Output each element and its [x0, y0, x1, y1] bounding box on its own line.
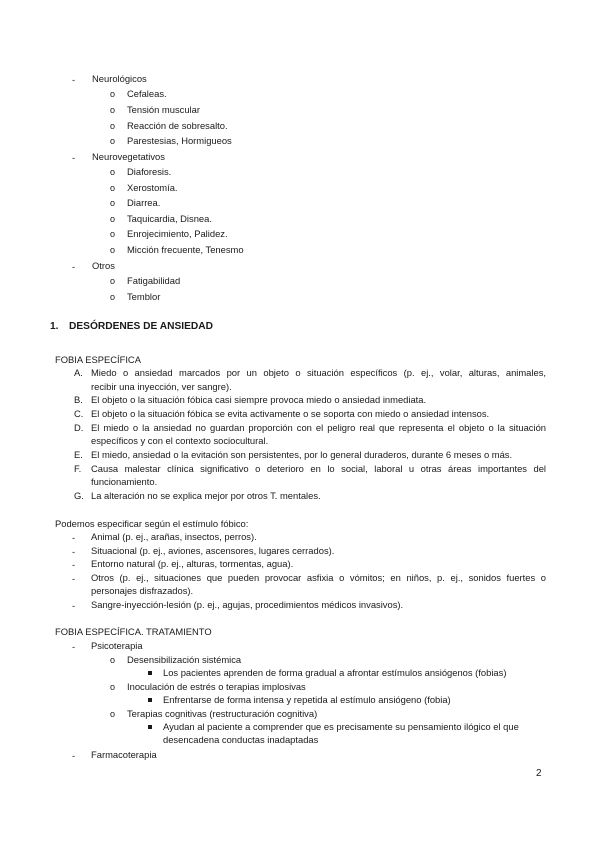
- symptom-group-neuro: Neurológicos: [92, 73, 147, 84]
- page-number: 2: [536, 768, 542, 779]
- circle-bullet: o: [110, 89, 116, 99]
- therapy-detail: Enfrentarse de forma intensa y repetida al estímulo ansiógeno (fobia): [163, 694, 451, 705]
- symptom-item: Diaforesis.: [127, 166, 172, 177]
- criterion-text: funcionamiento.: [91, 476, 158, 487]
- therapy-name: Desensibilización sistémica: [127, 654, 242, 665]
- symptom-item: Enrojecimiento, Palidez.: [127, 228, 228, 239]
- criterion-text: Causa malestar clínica significativo o deterioro en lo social, laboral u otras áreas importantes del: [91, 463, 546, 474]
- symptom-group-neuroveg: Neurovegetativos: [92, 151, 165, 162]
- dash-bullet: -: [72, 559, 76, 570]
- tratamiento-title: FOBIA ESPECÍFICA. TRATAMIENTO: [55, 626, 212, 637]
- symptom-item: Parestesias, Hormigueos: [127, 135, 232, 146]
- criterion-letter: D.: [74, 422, 84, 433]
- dash-bullet: -: [72, 546, 76, 557]
- criterion-letter: G.: [74, 490, 84, 501]
- circle-bullet: o: [110, 214, 116, 224]
- therapy-detail: Los pacientes aprenden de forma gradual a afrontar estímulos ansiógenos (fobias): [163, 667, 507, 678]
- circle-bullet: o: [110, 167, 116, 177]
- circle-bullet: o: [110, 682, 116, 692]
- symptom-item: Diarrea.: [127, 197, 161, 208]
- section-title: DESÓRDENES DE ANSIEDAD: [69, 321, 213, 332]
- stimulus-type: Situacional (p. ej., aviones, ascensores, lugares cerrados).: [91, 545, 335, 556]
- circle-bullet: o: [110, 136, 116, 146]
- circle-bullet: o: [110, 198, 116, 208]
- criterion-text: El objeto o la situación fóbica casi siempre provoca miedo o ansiedad inmediata.: [91, 394, 427, 405]
- farmacoterapia-label: Farmacoterapia: [91, 749, 157, 760]
- symptom-item: Temblor: [127, 291, 161, 302]
- criterion-letter: C.: [74, 408, 84, 419]
- psicoterapia-label: Psicoterapia: [91, 640, 143, 651]
- circle-bullet: o: [110, 121, 116, 131]
- therapy-detail: Ayudan al paciente a comprender que es precisamente su pensamiento ilógico el que: [163, 721, 519, 732]
- criterion-letter: A.: [74, 367, 83, 378]
- criterion-letter: E.: [74, 449, 83, 460]
- stimulus-type: personajes disfrazados).: [91, 585, 194, 596]
- circle-bullet: o: [110, 655, 116, 665]
- criterion-text: La alteración no se explica mejor por otros T. mentales.: [91, 490, 321, 501]
- circle-bullet: o: [110, 709, 116, 719]
- circle-bullet: o: [110, 229, 116, 239]
- square-bullet: [148, 698, 152, 702]
- criterion-text: El objeto o la situación fóbica se evita activamente o se soporta con miedo o ansiedad intensos.: [91, 408, 490, 419]
- therapy-detail: desencadena conductas inadaptadas: [163, 734, 319, 745]
- section-number: 1.: [50, 321, 59, 332]
- criterion-text: El miedo, ansiedad o la evitación son persistentes, por lo general duraderos, durante 6 meses o más.: [91, 449, 513, 460]
- stimulus-type: Entorno natural (p. ej., alturas, tormentas, agua).: [91, 558, 294, 569]
- specify-intro: Podemos especificar según el estímulo fóbico:: [55, 518, 249, 529]
- criterion-text: específicos y con el contexto sociocultural.: [91, 435, 269, 446]
- square-bullet: [148, 671, 152, 675]
- symptom-item: Taquicardia, Disnea.: [127, 213, 212, 224]
- circle-bullet: o: [110, 183, 116, 193]
- dash-bullet: -: [72, 641, 76, 652]
- symptom-group-otros: Otros: [92, 260, 115, 271]
- dash-bullet: -: [72, 750, 76, 761]
- circle-bullet: o: [110, 292, 116, 302]
- dash-bullet: -: [72, 600, 76, 611]
- therapy-name: Terapias cognitivas (restructuración cognitiva): [127, 708, 318, 719]
- symptom-item: Micción frecuente, Tenesmo: [127, 244, 244, 255]
- criterion-letter: B.: [74, 394, 83, 405]
- therapy-name: Inoculación de estrés o terapias implosivas: [127, 681, 306, 692]
- circle-bullet: o: [110, 105, 116, 115]
- dash-bullet: -: [72, 261, 76, 272]
- symptom-item: Tensión muscular: [127, 104, 200, 115]
- symptom-item: Fatigabilidad: [127, 275, 181, 286]
- stimulus-type: Sangre-inyección-lesión (p. ej., agujas, procedimientos médicos invasivos).: [91, 599, 404, 610]
- stimulus-type: Animal (p. ej., arañas, insectos, perros).: [91, 531, 257, 542]
- square-bullet: [148, 725, 152, 729]
- dash-bullet: -: [72, 573, 76, 584]
- fobia-title: FOBIA ESPECÍFICA: [55, 354, 141, 365]
- circle-bullet: o: [110, 245, 116, 255]
- circle-bullet: o: [110, 276, 116, 286]
- symptom-item: Reacción de sobresalto.: [127, 120, 228, 131]
- dash-bullet: -: [72, 74, 76, 85]
- dash-bullet: -: [72, 532, 76, 543]
- criterion-text: Miedo o ansiedad marcados por un objeto o situación específicos (p. ej., volar, alturas, animales,: [91, 367, 546, 378]
- symptom-item: Cefaleas.: [127, 88, 167, 99]
- stimulus-type: Otros (p. ej., situaciones que pueden provocar asfixia o vómitos; en niños, p. ej., sonidos fuertes o: [91, 572, 546, 583]
- dash-bullet: -: [72, 152, 76, 163]
- criterion-text: El miedo o la ansiedad no guardan proporción con el peligro real que representa el objeto o la situación: [91, 422, 546, 433]
- criterion-text: recibir una inyección, ver sangre).: [91, 381, 232, 392]
- symptom-item: Xerostomía.: [127, 182, 178, 193]
- criterion-letter: F.: [74, 463, 82, 474]
